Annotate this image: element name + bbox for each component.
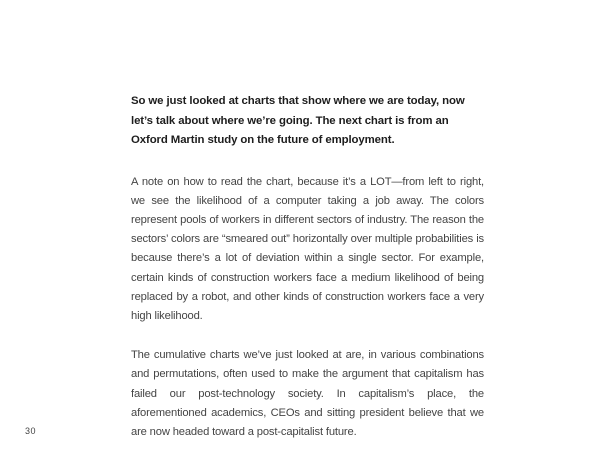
page-number: 30 — [25, 426, 37, 436]
body-paragraph-chart-note: A note on how to read the chart, because it’s a LOT—from left to right, we see the likelihood of a computer taking a job away. The colors represent pools of workers in different sectors of industry. The reason the sectors’ colors are “smeared out” horizontally over multiple probabilities is because there’s a lot of deviation within a single sector. For example, certain kinds of construction workers face a medium likelihood of being replaced by a robot, and other kinds of construction workers face a very high likelihood. — [131, 175, 484, 322]
lead-paragraph: So we just looked at charts that show where we are today, now let’s talk about where we’re going. The next chart is from an Oxford Martin study on the future of employment. — [131, 95, 465, 146]
body-paragraph-capitalism: The cumulative charts we’ve just looked at are, in various combinations and permutations, often used to make the argument that capitalism has failed our post-technology society. In capitalism’s place, the aforementioned academics, CEOs and sitting president believe that we are now headed toward a post-capitalist future. — [131, 349, 484, 438]
text-column — [131, 92, 484, 462]
